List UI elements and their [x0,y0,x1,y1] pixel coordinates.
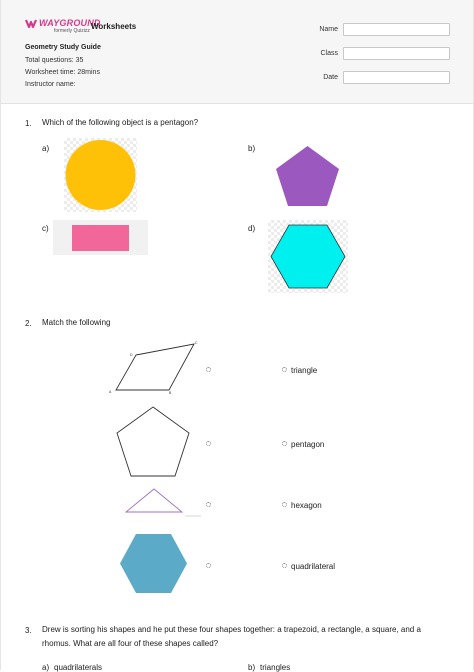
question-3-option-a-letter: a) [42,663,50,672]
worksheet-title: Geometry Study Guide [25,44,101,51]
match-right-radio-1[interactable] [282,367,287,372]
option-d-image[interactable] [268,220,348,293]
vertex-label-a: A [109,390,112,394]
triangle-outline-icon[interactable] [119,487,203,519]
question-3-number: 3. [25,626,32,635]
worksheet-time: Worksheet time: 28mins [25,69,100,76]
match-right-radio-4[interactable] [282,563,287,568]
question-3-text-line2: rhomus. What are all four of these shapes called? [42,639,219,648]
match-right-radio-3[interactable] [282,502,287,507]
brand-label: Worksheets [91,22,137,31]
question-3-option-a-text[interactable]: quadrilaterals [54,663,103,672]
class-label: Class [320,50,338,57]
question-3-option-b-text[interactable]: triangles [260,663,291,672]
option-b-letter: b) [248,144,256,153]
question-1-text: Which of the following object is a pentagon? [42,118,199,127]
question-3-text-line1: Drew is sorting his shapes and he put these four shapes together: a trapezoid, a rectangle, a square, and a [42,625,421,634]
brand-subtitle: formerly Quizizz [54,28,90,34]
question-1-number: 1. [25,119,32,128]
vertex-label-d: D [130,353,133,357]
parallelogram-shape-icon[interactable] [106,338,201,396]
date-field[interactable] [343,71,450,84]
option-a-image[interactable] [64,138,137,212]
match-right-radio-2[interactable] [282,441,287,446]
match-left-radio-3[interactable] [206,502,211,507]
match-option-pentagon: pentagon [291,440,325,449]
pentagon-shape-icon[interactable] [274,144,341,208]
total-questions: Total questions: 35 [25,57,84,64]
vertex-label-c: C [195,341,198,345]
question-3-option-b-letter: b) [248,663,256,672]
question-2-number: 2. [25,319,32,328]
date-label: Date [323,74,338,81]
question-2-text: Match the following [42,318,111,327]
circle-shape-icon [64,138,137,212]
match-option-quadrilateral: quadrilateral [291,562,336,571]
vertex-label-b: B [169,391,172,395]
instructor-name: Instructor name: [25,81,76,88]
option-c-image[interactable] [53,220,148,255]
option-c-letter: c) [42,224,49,233]
brand-name: WAYGROUND [39,18,101,28]
match-left-radio-1[interactable] [206,367,211,372]
worksheet-header [1,0,473,104]
hexagon-shape-icon [268,220,348,293]
match-left-radio-2[interactable] [206,441,211,446]
match-option-hexagon: hexagon [291,501,322,510]
match-option-triangle: triangle [291,366,318,375]
rectangle-shape-icon [53,220,148,255]
name-field[interactable] [343,23,450,36]
hexagon-blue-icon[interactable] [118,532,189,595]
option-a-letter: a) [42,144,50,153]
class-field[interactable] [343,47,450,60]
option-d-letter: d) [248,224,256,233]
pentagon-outline-icon[interactable] [114,404,192,479]
match-left-radio-4[interactable] [206,563,211,568]
name-label: Name [319,26,338,33]
